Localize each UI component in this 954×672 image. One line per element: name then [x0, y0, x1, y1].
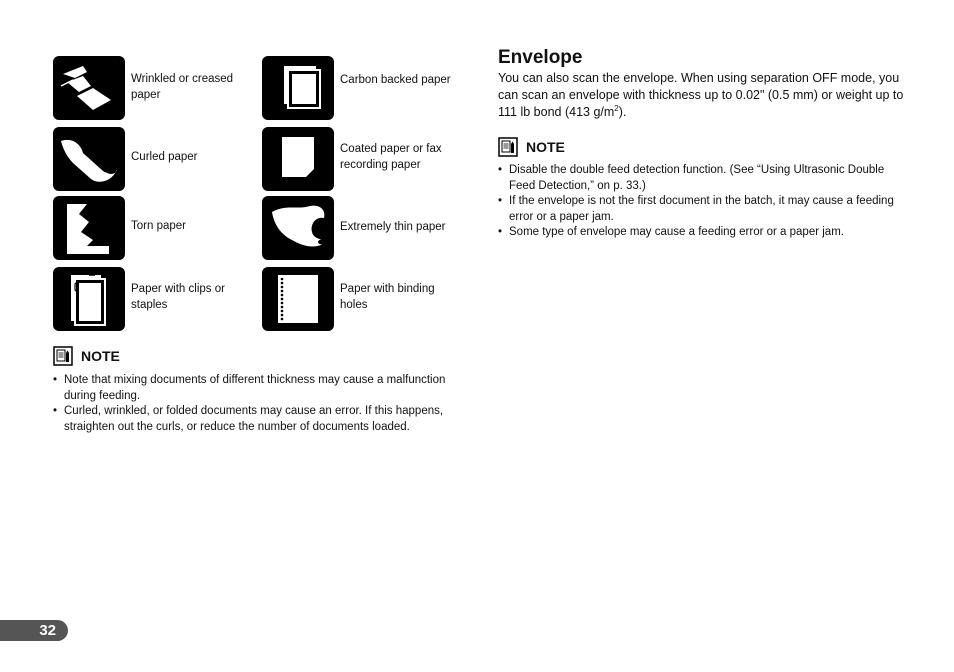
page-number: 32: [0, 620, 68, 641]
binding-holes-paper-icon: [262, 267, 334, 331]
list-item: • Curled, wrinkled, or folded documents may cause an error. If this happens, straighten out the curls, or reduce the number of documents loaded.: [53, 404, 458, 435]
item-label-thin: Extremely thin paper: [340, 221, 446, 233]
envelope-note-list: [498, 163, 908, 241]
item-label-carbon: Carbon backed paper: [340, 74, 451, 86]
list-item: • If the envelope is not the first document in the batch, it may cause a feeding error or a paper jam.: [498, 194, 908, 225]
list-item: • Some type of envelope may cause a feeding error or a paper jam.: [498, 225, 908, 241]
item-label-curled: Curled paper: [131, 151, 198, 163]
torn-paper-icon: [53, 196, 125, 260]
coated-paper-icon: [262, 127, 334, 191]
note-icon: [498, 137, 518, 157]
item-label-coated: Coated paper or fax recording paper: [340, 143, 442, 171]
envelope-note-heading: [498, 137, 565, 157]
item-label-clipped: Paper with clips or staples: [131, 283, 225, 311]
section-title: Envelope: [498, 47, 583, 68]
item-label-wrinkled: Wrinkled or creased paper: [131, 73, 234, 101]
wrinkled-paper-icon: [53, 56, 125, 120]
list-item: • Disable the double feed detection function. (See “Using Ultrasonic Double Feed Detection,” on p. 33.): [498, 163, 908, 194]
envelope-text: You can also scan the envelope. When using separation OFF mode, you can scan an envelope with thickness up to 0.02" (0.5 mm) or weight up to 111 lb bond (413 g/m: [498, 71, 904, 119]
curled-paper-icon: [53, 127, 125, 191]
envelope-paragraph: [498, 70, 908, 121]
superscript: 2: [614, 103, 619, 113]
note-title: NOTE: [81, 348, 120, 364]
clipped-paper-icon: [53, 267, 125, 331]
left-note-heading: [53, 346, 120, 366]
list-item: • Note that mixing documents of different thickness may cause a malfunction during feeding.: [53, 373, 458, 404]
item-label-binding: Paper with binding holes: [340, 283, 435, 311]
thin-paper-icon: [262, 196, 334, 260]
envelope-text-end: ).: [618, 105, 627, 119]
note-title: NOTE: [526, 139, 565, 155]
item-label-torn: Torn paper: [131, 220, 186, 232]
note-icon: [53, 346, 73, 366]
left-note-list: [53, 373, 458, 435]
carbon-backed-paper-icon: [262, 56, 334, 120]
